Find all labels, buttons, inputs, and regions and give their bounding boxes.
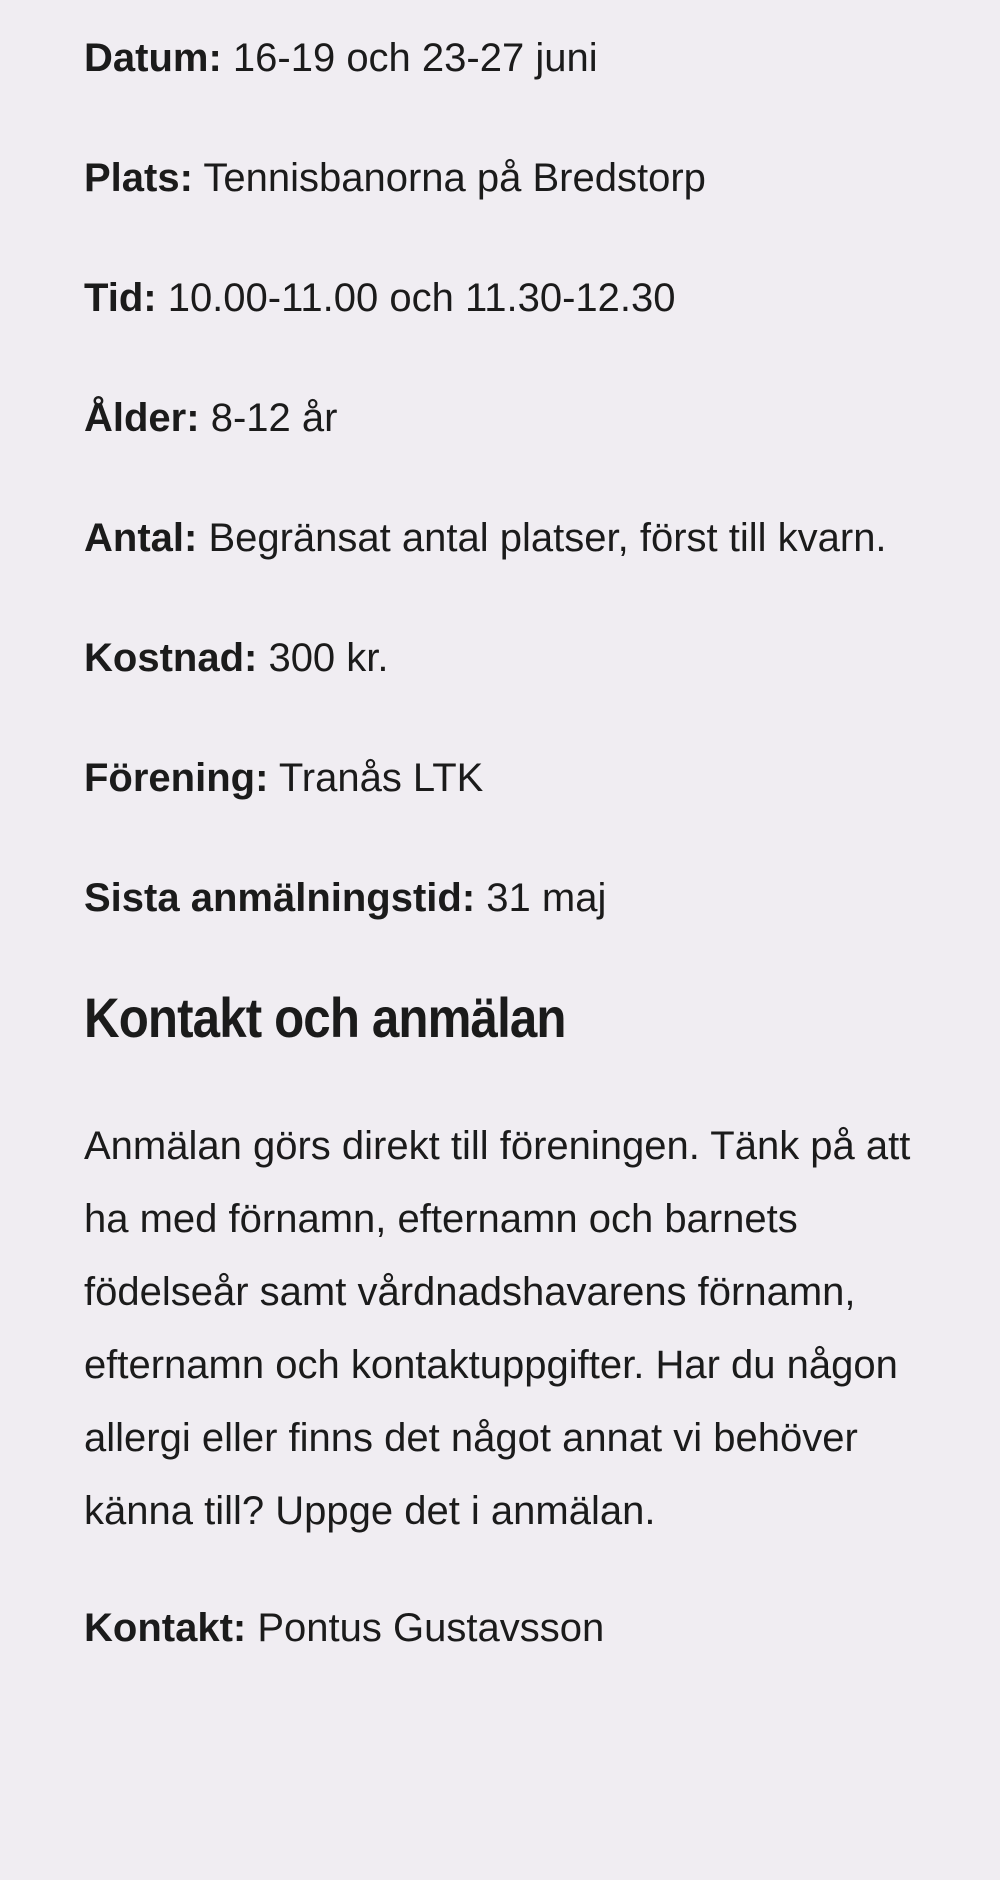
info-date-value: 16-19 och 23-27 juni [221,36,598,80]
contact-heading: Kontakt och anmälan [84,986,566,1049]
info-deadline [84,862,944,934]
info-age-label: Ålder: [84,396,200,440]
info-place [84,142,944,214]
info-deadline-label: Sista anmälningstid: [84,876,476,920]
info-place-label: Plats: [84,156,193,200]
info-deadline-value: 31 maj [475,876,607,920]
info-cost-label: Kostnad: [84,636,258,680]
info-cost-value: 300 kr. [257,636,389,680]
info-age-value: 8-12 år [199,396,338,440]
info-date-label: Datum: [84,36,222,80]
info-cost [84,622,944,694]
info-count-label: Antal: [84,516,198,560]
info-club-label: Förening: [84,756,269,800]
info-contact [84,1592,944,1664]
article-content [84,22,944,1712]
info-contact-value: Pontus Gustavsson [246,1606,605,1650]
info-club [84,742,944,814]
info-count [84,502,944,574]
info-time-value: 10.00-11.00 och 11.30-12.30 [156,276,676,320]
info-time [84,262,944,334]
info-count-value: Begränsat antal platser, först till kvarn. [197,516,887,560]
info-place-value: Tennisbanorna på Bredstorp [192,156,706,200]
info-time-label: Tid: [84,276,157,320]
info-contact-label: Kontakt: [84,1606,247,1650]
contact-paragraph: Anmälan görs direkt till föreningen. Tänk på att ha med förnamn, efternamn och barnets födelseår samt vårdnadshavarens förnamn, efternamn och kontaktuppgifter. Har du någon allergi eller finns det något annat vi behöver känna till? Uppge det i anmälan. [84,1124,911,1533]
info-age [84,382,944,454]
info-date [84,22,944,94]
info-club-value: Tranås LTK [268,756,484,800]
